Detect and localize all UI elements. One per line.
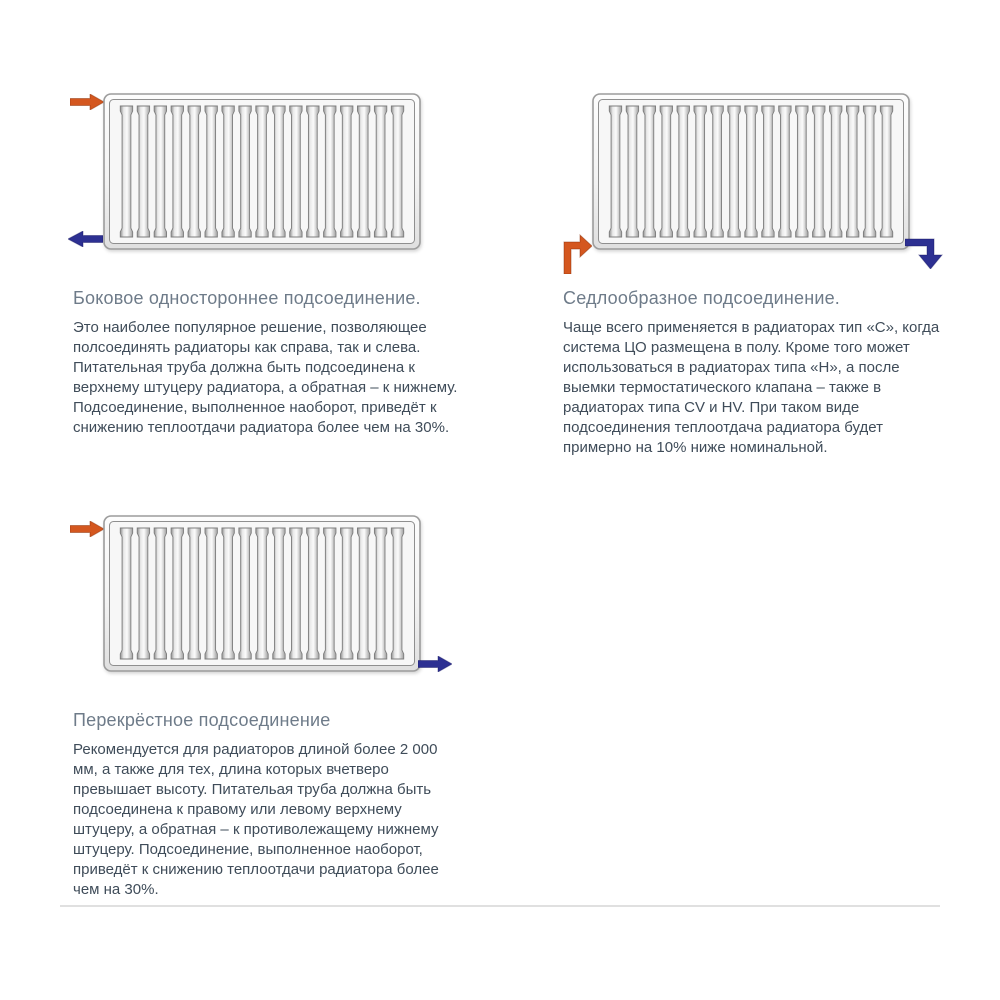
diagram-side-one-sided: [73, 85, 460, 288]
return-arrow-right-icon: [418, 656, 452, 672]
section-heading: Седлообразное подсоединение.: [563, 288, 840, 308]
section-body: Это наиболее популярное решение, позволяющее полсоединять радиаторы как справа, так и слева. Питательная труба должна быть подсоединена к верхнему штуцеру радиатора, а обратная – к нижнему. Подсоединение, выполненное наоборот, приведёт к снижению теплоотдачи радиатора более чем на 30%.: [73, 319, 458, 436]
radiator-illustration: [592, 93, 910, 250]
bottom-divider: [60, 905, 940, 907]
section-saddle-connection: [563, 85, 944, 458]
diagram-saddle: [563, 85, 944, 288]
radiator-illustration: [103, 515, 421, 672]
radiator-illustration: [103, 93, 421, 250]
supply-arrow-right-icon: [70, 94, 104, 110]
section-heading: Перекрёстное подсоединение: [73, 710, 331, 730]
section-side-one-sided-connection: [73, 85, 460, 438]
section-body: Рекомендуется для радиаторов длиной более 2 000 мм, а также для тех, длина которых вчетверо превышает высоту. Питательая труба должна быть подсоединена к правому или левому верхнему штуцеру, а обратная – к противолежащему нижнему штуцеру. Подсоединение, выполненное наоборот, приведёт к снижению теплоотдачи радиатора более чем на 30%.: [73, 741, 439, 898]
return-arrow-left-icon: [68, 231, 103, 247]
diagram-cross: [73, 505, 460, 710]
section-cross-connection: [73, 505, 460, 900]
supply-arrow-right-icon: [70, 521, 104, 537]
section-heading: Боковое одностороннее подсоединение.: [73, 288, 421, 308]
section-body: Чаще всего применяется в радиаторах тип «C», когда система ЦО размещена в полу. Кроме того может использоваться в радиаторах типа «H», а после выемки термостатического клапана – также в радиаторах типа CV и HV. При таком виде подсоединения теплоотдача радиатора будет примерно на 10% ниже номинальной.: [563, 319, 940, 456]
supply-arrow-elbow-up-right-icon: [562, 232, 592, 274]
return-arrow-elbow-right-down-icon: [905, 237, 945, 269]
